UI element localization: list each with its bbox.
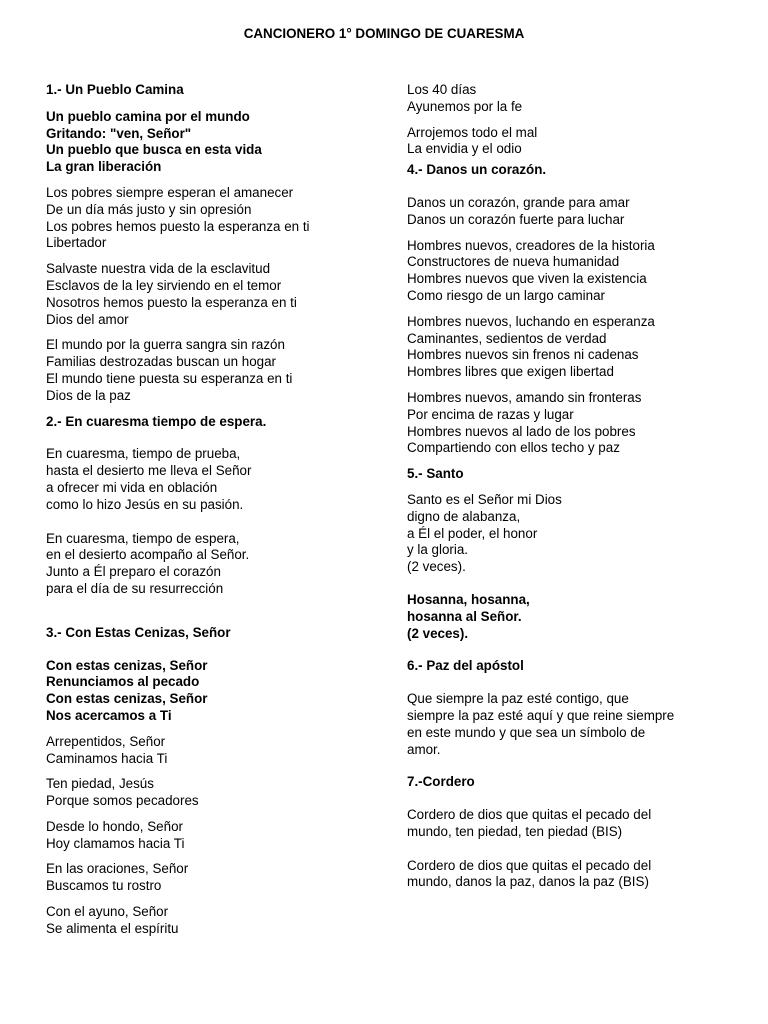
song-title-2: 2.- En cuaresma tiempo de espera. xyxy=(46,413,267,429)
lyric-line: Hoy clamamos hacia Ti xyxy=(46,835,185,851)
lyric-line: para el día de su resurrección xyxy=(46,580,224,596)
lyric-line: Un pueblo que busca en esta vida xyxy=(46,142,262,158)
lyric-line: Hombres nuevos, amando sin fronteras xyxy=(407,389,642,405)
lyric-line: Hombres libres que exigen libertad xyxy=(407,364,614,380)
lyric-line: Se alimenta el espíritu xyxy=(46,920,179,936)
lyric-line: y la gloria. xyxy=(407,542,469,558)
lyric-line: La envidia y el odio xyxy=(407,141,522,157)
lyric-line: Salvaste nuestra vida de la esclavitud xyxy=(46,261,271,277)
song3-stanza2 xyxy=(46,776,361,810)
lyric-line: Los 40 días xyxy=(407,82,477,97)
lyric-line: El mundo tiene puesta su esperanza en ti xyxy=(46,370,293,386)
lyric-line: Dios del amor xyxy=(46,311,129,327)
lyric-line: Dios de la paz xyxy=(46,387,131,403)
lyric-line: La gran liberación xyxy=(46,159,162,175)
song-title-6: 6.- Paz del apóstol xyxy=(407,658,524,674)
lyric-line: Ten piedad, Jesús xyxy=(46,776,154,792)
lyric-line: Cordero de dios que quitas el pecado del xyxy=(407,807,652,823)
page-title: CANCIONERO 1° DOMINGO DE CUARESMA xyxy=(243,26,525,41)
song1-chorus xyxy=(46,109,361,176)
lyric-line: Danos un corazón fuerte para luchar xyxy=(407,211,625,227)
lyric-line: Cordero de dios que quitas el pecado del xyxy=(407,857,652,873)
lyric-line: siempre la paz esté aquí y que reine siempre xyxy=(407,707,675,723)
lyric-line: Renunciamos al pecado xyxy=(46,674,200,690)
song4-chorus xyxy=(407,195,727,229)
lyric-line: Hombres nuevos al lado de los pobres xyxy=(407,423,636,439)
lyric-line: Santo es el Señor mi Dios xyxy=(407,491,562,507)
lyric-line: En cuaresma, tiempo de espera, xyxy=(46,530,240,546)
song1-stanza2 xyxy=(46,261,361,328)
lyric-line: Hombres nuevos que viven la existencia xyxy=(407,271,647,287)
song2-stanza2 xyxy=(46,531,361,598)
lyric-line: Arrojemos todo el mal xyxy=(407,124,538,140)
lyric-line: en este mundo y que sea un símbolo de xyxy=(407,724,646,740)
lyric-line: en el desierto acompaño al Señor. xyxy=(46,547,250,563)
song3-stanza3 xyxy=(46,819,361,853)
song3-stanza1 xyxy=(46,734,361,768)
lyric-line: (2 veces). xyxy=(407,625,469,641)
lyric-line: Arrepentidos, Señor xyxy=(46,733,166,749)
song7-stanza1 xyxy=(407,807,727,841)
song-title-4: 4.- Danos un corazón. xyxy=(407,162,547,178)
lyric-line: Porque somos pecadores xyxy=(46,793,199,809)
lyric-line: amor. xyxy=(407,741,441,757)
lyric-line: mundo, danos la paz, danos la paz (BIS) xyxy=(407,874,649,890)
lyric-line: Con estas cenizas, Señor xyxy=(46,691,208,707)
lyric-line: a Él el poder, el honor xyxy=(407,525,538,541)
song3-stanza7 xyxy=(407,125,727,159)
lyric-line: Los pobres siempre esperan el amanecer xyxy=(46,184,294,200)
lyric-line: En cuaresma, tiempo de prueba, xyxy=(46,446,241,462)
song5-chorus xyxy=(407,592,727,642)
song-title-3: 3.- Con Estas Cenizas, Señor xyxy=(46,624,231,640)
lyric-line: Por encima de razas y lugar xyxy=(407,406,574,422)
lyric-line: En las oraciones, Señor xyxy=(46,861,189,877)
song1-stanza3 xyxy=(46,337,361,404)
lyric-line: mundo, ten piedad, ten piedad (BIS) xyxy=(407,823,623,839)
lyric-line: Compartiendo con ellos techo y paz xyxy=(407,440,620,456)
song2-stanza1 xyxy=(46,446,361,513)
song3-stanza6 xyxy=(407,82,727,116)
lyric-line: Hombres nuevos, luchando en esperanza xyxy=(407,313,655,329)
lyric-line: Los pobres hemos puesto la esperanza en ti xyxy=(46,218,310,234)
lyric-line: Familias destrozadas buscan un hogar xyxy=(46,354,277,370)
left-column xyxy=(46,82,361,938)
song-title-7: 7.-Cordero xyxy=(407,774,475,790)
lyric-line: hasta el desierto me lleva el Señor xyxy=(46,463,252,479)
song3-stanza4 xyxy=(46,861,361,895)
lyric-line: Un pueblo camina por el mundo xyxy=(46,108,250,124)
lyric-line: Junto a Él preparo el corazón xyxy=(46,564,221,580)
song-title-1: 1.- Un Pueblo Camina xyxy=(46,82,184,97)
song4-stanza2 xyxy=(407,314,727,381)
lyric-line: Con el ayuno, Señor xyxy=(46,904,169,920)
lyric-line: De un día más justo y sin opresión xyxy=(46,201,252,217)
lyric-line: Danos un corazón, grande para amar xyxy=(407,194,630,210)
lyric-line: Nos acercamos a Ti xyxy=(46,707,172,723)
lyric-line: Esclavos de la ley sirviendo en el temor xyxy=(46,277,282,293)
song6-stanza1 xyxy=(407,691,727,758)
song7-stanza2 xyxy=(407,858,727,892)
lyric-line: Que siempre la paz esté contigo, que xyxy=(407,691,629,707)
lyric-line: Constructores de nueva humanidad xyxy=(407,254,620,270)
lyric-line: a ofrecer mi vida en oblación xyxy=(46,479,218,495)
lyric-line: Caminamos hacia Ti xyxy=(46,750,168,766)
lyric-line: Buscamos tu rostro xyxy=(46,878,162,894)
song-title-5: 5.- Santo xyxy=(407,466,464,482)
lyric-line: Gritando: "ven, Señor" xyxy=(46,125,192,141)
lyric-line: Ayunemos por la fe xyxy=(407,98,523,114)
right-column xyxy=(407,82,727,891)
lyric-line: Caminantes, sedientos de verdad xyxy=(407,330,607,346)
lyric-line: digno de alabanza, xyxy=(407,508,521,524)
song3-chorus xyxy=(46,658,361,725)
song4-stanza1 xyxy=(407,238,727,305)
song5-stanza1 xyxy=(407,492,727,576)
lyric-line: como lo hizo Jesús en su pasión. xyxy=(46,496,244,512)
lyric-line: Hombres nuevos sin frenos ni cadenas xyxy=(407,347,639,363)
lyric-line: Con estas cenizas, Señor xyxy=(46,657,208,673)
song1-stanza1 xyxy=(46,185,361,252)
lyric-line: Desde lo hondo, Señor xyxy=(46,818,183,834)
song3-stanza5 xyxy=(46,904,361,938)
lyric-line: Nosotros hemos puesto la esperanza en ti xyxy=(46,294,297,310)
lyric-line: hosanna al Señor. xyxy=(407,608,522,624)
lyric-line: Hombres nuevos, creadores de la historia xyxy=(407,237,655,253)
lyric-line: Libertador xyxy=(46,235,107,251)
lyric-line: Como riesgo de un largo caminar xyxy=(407,287,605,303)
lyric-line: Hosanna, hosanna, xyxy=(407,591,530,607)
lyric-line: El mundo por la guerra sangra sin razón xyxy=(46,337,285,353)
lyric-line: (2 veces). xyxy=(407,559,466,575)
song4-stanza3 xyxy=(407,390,727,457)
